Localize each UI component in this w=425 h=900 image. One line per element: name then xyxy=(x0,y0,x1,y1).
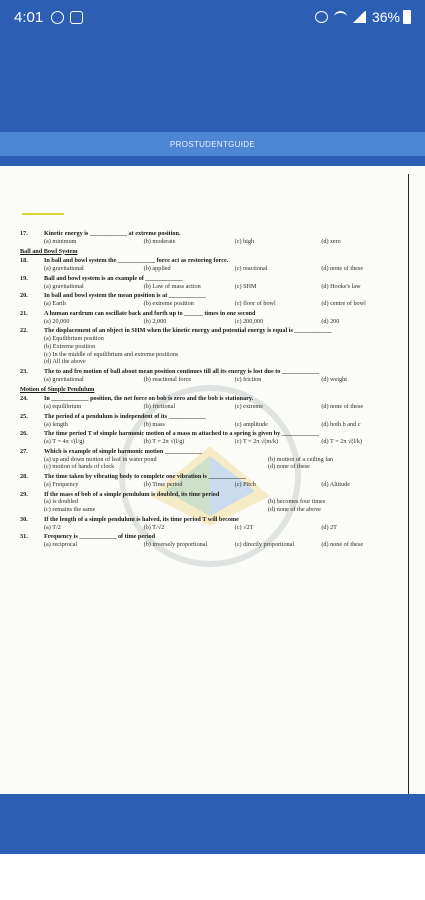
question-row xyxy=(20,230,408,238)
option: (b) T/√2 xyxy=(143,523,165,531)
option: (c) extreme xyxy=(234,403,263,410)
page-margin-line xyxy=(408,174,409,794)
question-row xyxy=(20,327,408,335)
options-row xyxy=(20,438,408,446)
options-row xyxy=(20,265,408,273)
option: (d) Altitude xyxy=(321,480,351,488)
options-row xyxy=(20,524,408,532)
option: (d) 200 xyxy=(321,317,340,325)
option: (b) mass xyxy=(143,420,165,428)
option: (c) amplitude xyxy=(234,420,268,428)
wifi-icon xyxy=(334,11,347,23)
option: (a) gravitational xyxy=(44,282,84,290)
question-text: The to and fro motion of ball about mean position continues till all its energy is lost due to ____________ xyxy=(44,368,320,375)
question-text: The period of a pendulum is independent of its ____________ xyxy=(44,412,206,420)
option: (a) 20,000 xyxy=(44,317,70,325)
question-list xyxy=(20,228,408,549)
option: (c) In the middle of equilibrium and extreme positions xyxy=(44,350,179,358)
option: (d) both b and c xyxy=(321,420,361,428)
battery-percent: 36% xyxy=(371,9,400,25)
option: (c) high xyxy=(234,237,255,245)
option: (a) reciprocal xyxy=(44,541,78,548)
brand-banner xyxy=(0,132,425,156)
options-row xyxy=(20,283,408,291)
option: (b) 2,000 xyxy=(143,317,167,325)
option: (c) friction xyxy=(234,375,262,383)
options-row xyxy=(20,300,408,308)
question-row xyxy=(20,448,408,456)
question-number: 20. xyxy=(20,292,28,300)
question-number: 23. xyxy=(20,368,28,375)
option: (c) remains the same xyxy=(44,506,96,513)
options-row xyxy=(20,238,408,246)
option: (c) motion of hands of clock xyxy=(44,463,115,471)
option: (b) inversely proportional xyxy=(143,541,208,548)
option: (a) gravitational xyxy=(44,375,84,383)
option: (d) zero xyxy=(321,237,341,245)
option: (c) directly proportional xyxy=(234,541,295,548)
status-bar xyxy=(0,0,425,34)
question-row xyxy=(20,275,408,283)
option: (a) minimum xyxy=(44,237,77,245)
battery-icon xyxy=(403,10,411,24)
option: (b) frictional xyxy=(143,403,176,410)
option: (a) is doubled xyxy=(44,498,79,506)
option: (b) Time period xyxy=(143,480,183,488)
question-row xyxy=(20,257,408,265)
option: (b) becomes four times xyxy=(268,498,326,506)
option: (d) none of these xyxy=(321,265,364,272)
option: (d) centre of bowl xyxy=(321,300,366,307)
question-number: 29. xyxy=(20,490,28,498)
brand-label: PROSTUDENTGUIDE xyxy=(170,139,255,149)
options-row xyxy=(20,541,408,549)
option: (a) gravitational xyxy=(44,265,84,272)
signal-icon xyxy=(353,11,366,23)
question-number: 25. xyxy=(20,412,28,420)
question-row xyxy=(20,491,408,499)
question-text: The displacement of an object in SHM when the kinetic energy and potential energy is equal is ____________ xyxy=(44,327,332,335)
option: (b) T = 2π √(l/g) xyxy=(143,438,185,445)
header-gap xyxy=(0,156,425,166)
question-text: In ____________ position, the net force on bob is zero and the bob is stationary. xyxy=(44,395,254,403)
question-text: If the mass of bob of a simple pendulum is doubled, its time period xyxy=(44,490,220,498)
instagram-icon xyxy=(51,11,64,24)
option: (a) equilibrium xyxy=(44,403,82,410)
option: (a) Equilibrium position xyxy=(44,335,104,342)
section-heading: Ball and Bowl System xyxy=(20,247,78,255)
option: (a) T/2 xyxy=(44,523,61,531)
question-number: 22. xyxy=(20,327,28,335)
option: (c) Pitch xyxy=(234,480,256,488)
question-number: 24. xyxy=(20,395,28,403)
options-row xyxy=(20,456,408,472)
options-row xyxy=(20,376,408,384)
option: (a) Frequency xyxy=(44,480,79,488)
option: (a) T = 4π √(l/g) xyxy=(44,438,85,445)
app-header xyxy=(0,34,425,132)
question-number: 30. xyxy=(20,515,28,523)
accent-line xyxy=(22,213,64,215)
option: (a) length xyxy=(44,420,68,428)
option: (a) Earth xyxy=(44,300,66,307)
option: (d) none of these xyxy=(321,403,364,410)
question-number: 19. xyxy=(20,274,28,282)
question-number: 18. xyxy=(20,257,28,265)
options-row xyxy=(20,481,408,489)
question-text: Which is example of simple harmonic motion ____________ xyxy=(44,447,202,455)
option: (b) Extreme position xyxy=(44,342,96,350)
section-heading: Motion of Simple Pendulum xyxy=(20,385,95,393)
question-row xyxy=(20,533,408,541)
bottom-banner xyxy=(0,794,425,854)
question-row xyxy=(20,516,408,524)
question-number: 28. xyxy=(20,473,28,480)
option: (b) Law of mass action xyxy=(143,282,201,290)
option: (b) applied xyxy=(143,265,171,272)
question-row xyxy=(20,395,408,403)
option: (d) Hooke's law xyxy=(321,282,361,290)
image-icon xyxy=(70,11,83,24)
options-row xyxy=(20,421,408,429)
option: (b) motion of a ceiling fan xyxy=(268,455,334,463)
question-number: 27. xyxy=(20,447,28,455)
question-number: 21. xyxy=(20,309,28,317)
options-row xyxy=(20,498,408,514)
option: (d) 2T xyxy=(321,523,337,531)
option: (c) √2T xyxy=(234,523,254,531)
question-text: Frequency is ____________ of time period xyxy=(44,533,156,541)
navigation-bar xyxy=(0,854,425,900)
document-page[interactable] xyxy=(0,166,425,794)
question-text: If the length of a simple pendulum is halved, its time period T will become xyxy=(44,515,239,523)
option: (d) none of these xyxy=(268,463,310,471)
option: (c) T = 2π √(m/k) xyxy=(234,438,279,445)
question-text: A human eardrum can oscillate back and forth up to ______ times in one second xyxy=(44,309,256,317)
question-number: 31. xyxy=(20,533,28,541)
question-row xyxy=(20,310,408,318)
option: (b) reactional force xyxy=(143,375,192,383)
question-text: Kinetic energy is ____________ at extreme position. xyxy=(44,230,181,237)
question-row xyxy=(20,473,408,481)
option: (c) floor of bowl xyxy=(234,300,276,307)
options-row xyxy=(20,318,408,326)
option: (d) weight xyxy=(321,375,347,383)
option: (c) 200,000 xyxy=(234,317,264,325)
status-time: 4:01 xyxy=(14,8,44,26)
question-text: The time taken by vibrating body to complete one vibration is ____________ xyxy=(44,473,246,480)
options-list xyxy=(20,335,408,366)
option: (d) none of these xyxy=(321,541,364,548)
question-number: 17. xyxy=(20,230,28,237)
option: (d) none of the above xyxy=(268,506,321,513)
alarm-icon xyxy=(315,11,328,23)
question-row xyxy=(20,413,408,421)
question-text: In ball and bowl system the mean position is at ____________ xyxy=(44,292,206,300)
option: (d) All the above xyxy=(44,358,86,366)
question-text: Ball and bowl system is an example of ____________ xyxy=(44,274,183,282)
question-number: 26. xyxy=(20,430,28,438)
question-row xyxy=(20,368,408,376)
question-row xyxy=(20,430,408,438)
option: (b) extreme position xyxy=(143,300,194,307)
question-text: The time period T of simple harmonic motion of a mass m attached to a spring is given by ____________ xyxy=(44,430,319,438)
option: (b) moderate xyxy=(143,237,176,245)
question-row xyxy=(20,292,408,300)
options-row xyxy=(20,403,408,411)
option: (c) reactional xyxy=(234,265,268,272)
option: (a) up and down motion of leaf in water pond xyxy=(44,455,157,463)
option: (c) SHM xyxy=(234,282,257,290)
question-text: In ball and bowl system the ____________ force act as restoring force. xyxy=(44,257,229,265)
option: (d) T = 2π √(l/k) xyxy=(321,438,363,445)
